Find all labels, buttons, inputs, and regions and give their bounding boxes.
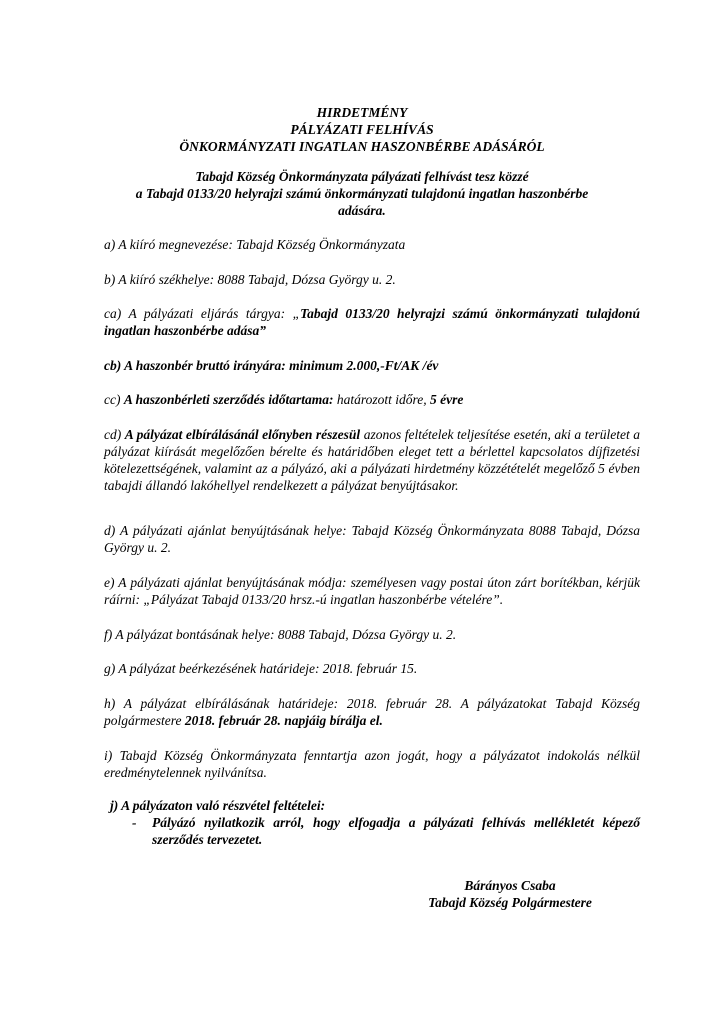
intro-line-3: adására. xyxy=(338,203,386,218)
item-g: g) A pályázat beérkezésének határideje: 2018. február 15. xyxy=(104,661,418,676)
item-cc xyxy=(104,391,644,408)
item-e: e) A pályázati ajánlat benyújtásának módja: személyesen vagy postai úton zárt borítékban, kérjük ráírni: „Pályázat Tabajd 0133/20 hrsz.-ú ingatlan haszonbérbe vételére”. xyxy=(104,575,640,607)
intro-line-2: a Tabajd 0133/20 helyrajzi számú önkormányzati tulajdonú ingatlan haszonbérbe xyxy=(135,186,589,201)
item-cc-duration: 5 évre xyxy=(430,392,464,407)
item-j-condition: Pályázó nyilatkozik arról, hogy elfogadja a pályázati felhívás mellékletét képező szerződés tervezetet. xyxy=(152,815,640,847)
intro-block xyxy=(0,168,724,219)
item-j-title: j) A pályázaton való részvétel feltételei: xyxy=(110,798,326,813)
signature-title: Tabajd Község Polgármestere xyxy=(428,895,592,910)
item-cd-prefix: cd) xyxy=(104,427,125,442)
item-h-deadline: 2018. február 28. napjáig bírálja el. xyxy=(184,713,383,728)
item-cc-label: A haszonbérleti szerződés időtartama: xyxy=(123,392,334,407)
item-b: b) A kiíró székhelye: 8088 Tabajd, Dózsa György u. 2. xyxy=(104,272,396,287)
item-cd-label: A pályázat elbírálásánál előnyben részesül xyxy=(124,427,361,442)
item-ca-subject: Tabajd 0133/20 helyrajzi számú önkormányzati tulajdonú ingatlan haszonbérbe adása” xyxy=(104,306,640,338)
item-cd-text: azonos feltételek teljesítése esetén, aki a területet a pályázat kiírását megelőzően bérelte és határidőben eleget tett a bérlettel kapcsolatos díjfizetési kötelezettségének, valamint az a pályázó, aki a pályázati hirdetmény közzétételét megelőző 5 évben tabajdi állandó lakóhellyel rendelkezett a pályázat benyújtásakor. xyxy=(104,427,640,493)
item-h xyxy=(104,695,640,729)
header-line-3: ÖNKORMÁNYZATI INGATLAN HASZONBÉRBE ADÁSÁRÓL xyxy=(179,139,545,154)
item-ca xyxy=(104,305,640,339)
item-j-dash: - xyxy=(132,815,137,830)
item-d: d) A pályázati ajánlat benyújtásának helye: Tabajd Község Önkormányzata 8088 Tabajd, Dózsa György u. 2. xyxy=(104,523,640,555)
intro-line-1: Tabajd Község Önkormányzata pályázati felhívást tesz közzé xyxy=(195,169,529,184)
header-line-2: PÁLYÁZATI FELHÍVÁS xyxy=(290,122,434,137)
signature-block xyxy=(410,877,610,911)
item-i: i) Tabajd Község Önkormányzata fenntartja azon jogát, hogy a pályázatot indokolás nélkül eredménytelennek nyilvánítsa. xyxy=(104,748,640,780)
header-line-1: HIRDETMÉNY xyxy=(316,105,408,120)
document-header xyxy=(0,104,724,155)
signature-name: Bárányos Csaba xyxy=(464,878,556,893)
item-cc-prefix: cc) xyxy=(104,392,124,407)
item-h-text: h) A pályázat elbírálásának határideje: 2018. február 28. A pályázatokat Tabajd Község polgármestere xyxy=(104,696,640,728)
item-f: f) A pályázat bontásának helye: 8088 Tabajd, Dózsa György u. 2. xyxy=(104,627,457,642)
item-cc-mid: határozott időre, xyxy=(333,392,431,407)
item-cb: cb) A haszonbér bruttó irányára: minimum 2.000,-Ft/AK /év xyxy=(104,358,439,373)
item-cd xyxy=(104,426,640,494)
item-ca-prefix: ca) A pályázati eljárás tárgya: „ xyxy=(104,306,301,321)
item-a: a) A kiíró megnevezése: Tabajd Község Önkormányzata xyxy=(104,237,406,252)
